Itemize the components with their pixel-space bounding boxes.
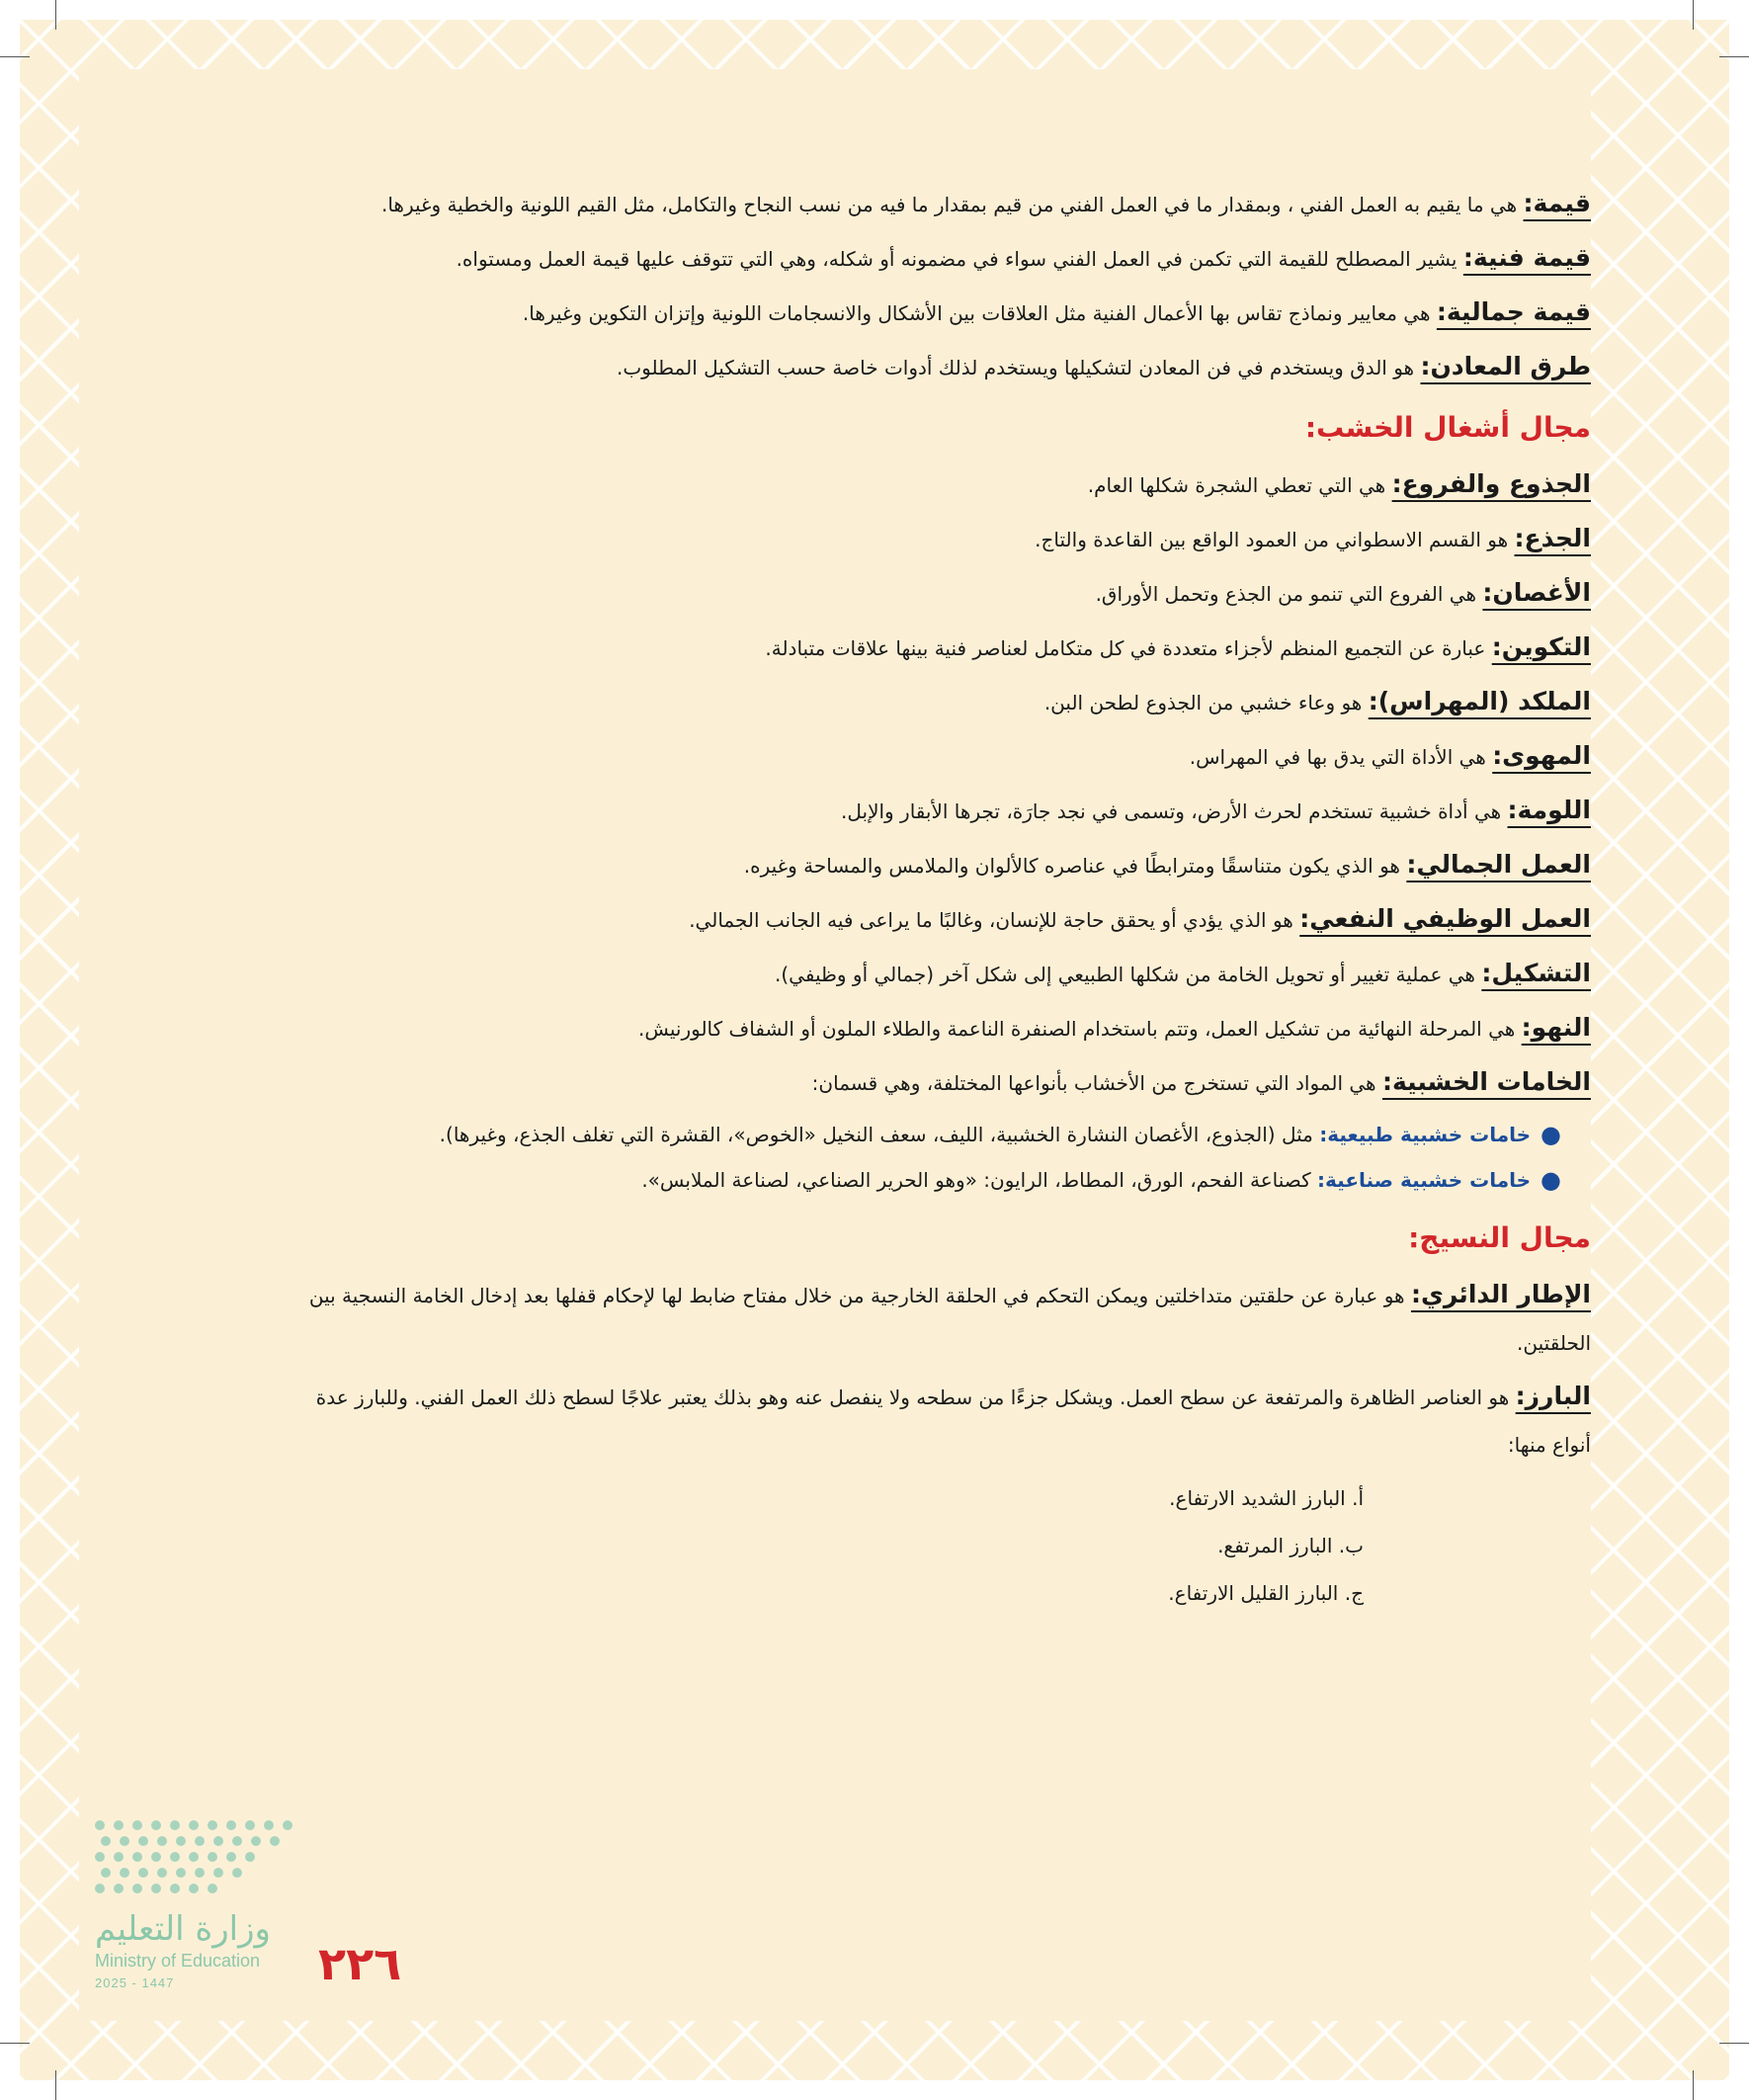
logo-dot — [176, 1868, 186, 1878]
logo-dot — [157, 1836, 167, 1846]
glossary-definition: هو الذي يؤدي أو يحقق حاجة للإنسان، وغالبًا ما يراعى فيه الجانب الجمالي. — [689, 908, 1293, 932]
logo-dot — [208, 1852, 217, 1862]
bullet-term: خامات خشبية طبيعية: — [1319, 1123, 1532, 1146]
glossary-term: العمل الوظيفي النفعي: — [1299, 904, 1591, 933]
glossary-term: قيمة فنية: — [1462, 243, 1591, 272]
logo-dot — [120, 1868, 129, 1878]
glossary-content — [306, 180, 1591, 1617]
bullet-item — [306, 1158, 1561, 1202]
crop-mark — [1693, 0, 1694, 30]
logo-dot — [132, 1884, 142, 1893]
logo-dot — [101, 1868, 111, 1878]
glossary-definition: هي الفروع التي تنمو من الجذع وتحمل الأوراق. — [1095, 582, 1477, 606]
logo-dots-icon — [95, 1820, 312, 1903]
glossary-entry — [306, 1373, 1591, 1469]
glossary-entry — [306, 569, 1591, 618]
logo-dot — [251, 1836, 261, 1846]
logo-dot — [138, 1836, 148, 1846]
logo-dot — [264, 1820, 274, 1830]
glossary-term: اللومة: — [1507, 796, 1591, 824]
logo-dot — [95, 1852, 105, 1862]
bullet-definition: كصناعة الفحم، الورق، المطاط، الرايون: «وهو الحرير الصناعي، لصناعة الملابس». — [641, 1168, 1311, 1192]
logo-dot — [132, 1852, 142, 1862]
logo-dot — [270, 1836, 280, 1846]
crop-mark — [1719, 2043, 1749, 2044]
glossary-definition: هي عملية تغيير أو تحويل الخامة من شكلها الطبيعي إلى شكل آخر (جمالي أو وظيفي). — [775, 963, 1475, 986]
glossary-term: التكوين: — [1491, 632, 1591, 661]
logo-dot — [226, 1852, 236, 1862]
relief-type-item: ب. البارز المرتفع. — [1217, 1534, 1364, 1557]
crop-mark — [0, 2043, 30, 2044]
bullet-definition: مثل (الجذوع، الأغصان النشارة الخشبية، الليف، سعف النخيل «الخوص»، القشرة التي تغلف الجذع، وغيرها). — [439, 1123, 1313, 1146]
logo-dot — [170, 1852, 180, 1862]
glossary-definition: هي ما يقيم به العمل الفني ، وبمقدار ما في العمل الفني من قيم بمقدار ما فيه من نسب النجاح والتكامل، مثل القيم اللونية والخطية وغيرها. — [380, 193, 1518, 216]
bullet-text — [440, 1113, 1531, 1156]
crop-mark — [55, 2070, 56, 2100]
crop-mark — [1693, 2070, 1694, 2100]
glossary-term: التشكيل: — [1481, 959, 1591, 987]
glossary-definition: هي أداة خشبية تستخدم لحرث الأرض، وتسمى في نجد جارَة، تجرها الأبقار والإبل. — [841, 799, 1502, 823]
glossary-term: الجذع: — [1514, 524, 1591, 552]
glossary-entry — [306, 1058, 1591, 1107]
glossary-term: الأغصان: — [1482, 578, 1591, 607]
logo-dot — [208, 1820, 217, 1830]
logo-dot — [95, 1820, 105, 1830]
section-heading-wood: مجال أشغال الخشب: — [1304, 411, 1591, 444]
glossary-entry — [306, 787, 1591, 835]
bullet-dot-icon: ● — [1541, 1166, 1561, 1194]
logo-dot — [232, 1836, 242, 1846]
logo-arabic-text: وزارة التعليم — [95, 1909, 271, 1949]
logo-dot — [189, 1852, 199, 1862]
logo-dot — [114, 1852, 124, 1862]
logo-dot — [189, 1820, 199, 1830]
crop-mark — [0, 56, 30, 57]
glossary-section-values — [306, 180, 1591, 391]
glossary-entry — [306, 343, 1591, 391]
ministry-logo — [95, 1820, 312, 1990]
bullet-term: خامات خشبية صناعية: — [1317, 1168, 1532, 1192]
logo-dot — [170, 1884, 180, 1893]
glossary-definition: هي المواد التي تستخرج من الأخشاب بأنواعها المختلفة، وهي قسمان: — [811, 1071, 1376, 1095]
logo-year-text: 2025 - 1447 — [95, 1975, 175, 1990]
glossary-definition: هي التي تعطي الشجرة شكلها العام. — [1087, 473, 1386, 497]
glossary-entry — [306, 1004, 1591, 1052]
crop-mark — [1719, 56, 1749, 57]
glossary-definition: هو العناصر الظاهرة والمرتفعة عن سطح العمل. ويشكل جزءًا من سطحه ولا ينفصل عنه وهو بذلك يعتبر علاجًا لسطح ذلك العمل الفني. وللبارز عدة أنواع منها: — [315, 1386, 1591, 1457]
logo-dot — [213, 1836, 223, 1846]
logo-dot — [114, 1884, 124, 1893]
page-number: ٢٢٦ — [318, 1937, 402, 1990]
glossary-section-wood — [306, 461, 1591, 1107]
logo-dot — [120, 1836, 129, 1846]
logo-dot — [226, 1820, 236, 1830]
wood-materials-list — [306, 1113, 1591, 1202]
glossary-entry — [306, 624, 1591, 672]
glossary-entry — [306, 841, 1591, 889]
glossary-term: قيمة: — [1523, 189, 1591, 217]
logo-dot — [170, 1820, 180, 1830]
glossary-entry — [306, 732, 1591, 781]
glossary-definition: هي الأداة التي يدق بها في المهراس. — [1189, 745, 1486, 769]
glossary-section-weaving — [306, 1271, 1591, 1469]
glossary-entry — [306, 678, 1591, 726]
logo-dot — [151, 1820, 161, 1830]
logo-dot — [213, 1868, 223, 1878]
glossary-entry — [306, 1271, 1591, 1367]
glossary-term: البارز: — [1515, 1382, 1591, 1410]
glossary-definition: هو القسم الاسطواني من العمود الواقع بين القاعدة والتاج. — [1035, 528, 1509, 551]
glossary-definition: هو وعاء خشبي من الجذوع لطحن البن. — [1043, 691, 1363, 714]
logo-dot — [245, 1852, 255, 1862]
glossary-definition: يشير المصطلح للقيمة التي تكمن في العمل الفني سواء في مضمونه أو شكله، وهي التي تتوقف عليها قيمة العمل ومستواه. — [456, 247, 1458, 271]
logo-dot — [176, 1836, 186, 1846]
logo-dot — [232, 1868, 242, 1878]
relief-type-item: أ. البارز الشديد الارتفاع. — [1169, 1486, 1364, 1510]
logo-dot — [151, 1852, 161, 1862]
glossary-definition: هي معايير ونماذج تقاس بها الأعمال الفنية مثل العلاقات بين الأشكال والانسجامات اللونية وإتزان التكوين وغيرها. — [522, 301, 1431, 325]
section-heading-weaving: مجال النسيج: — [1408, 1221, 1591, 1254]
logo-dot — [138, 1868, 148, 1878]
glossary-term: الملكد (المهراس): — [1368, 687, 1591, 715]
glossary-term: الإطار الدائري: — [1410, 1280, 1591, 1308]
relief-type-item: ج. البارز القليل الارتفاع. — [1168, 1581, 1364, 1605]
logo-dot — [208, 1884, 217, 1893]
glossary-definition: هو عبارة عن حلقتين متداخلتين ويمكن التحكم في الحلقة الخارجية من خلال مفتاح ضابط لها لإحكام قفلها بعد إدخال الخامة النسجية بين الحلقتين. — [308, 1284, 1591, 1355]
glossary-term: قيمة جمالية: — [1436, 297, 1591, 326]
logo-dot — [195, 1868, 205, 1878]
glossary-definition: هي المرحلة النهائية من تشكيل العمل، وتتم باستخدام الصنفرة الناعمة والطلاء الملون أو الشفاف كالورنيش. — [638, 1017, 1516, 1041]
logo-dot — [101, 1836, 111, 1846]
glossary-definition: هو الذي يكون متناسقًا ومترابطًا في عناصره كالألوان والملامس والمساحة وغيره. — [743, 854, 1400, 878]
glossary-entry — [306, 895, 1591, 944]
bullet-dot-icon: ● — [1541, 1121, 1561, 1148]
glossary-entry — [306, 461, 1591, 509]
logo-dot — [283, 1820, 292, 1830]
glossary-entry — [306, 950, 1591, 998]
logo-dot — [95, 1884, 105, 1893]
glossary-term: المهوى: — [1492, 741, 1591, 770]
glossary-entry — [306, 289, 1591, 337]
logo-dot — [132, 1820, 142, 1830]
glossary-term: النهو: — [1521, 1013, 1591, 1042]
glossary-definition: هو الدق ويستخدم في فن المعادن لتشكيلها ويستخدم لذلك أدوات خاصة حسب التشكيل المطلوب. — [617, 356, 1415, 379]
glossary-term: العمل الجمالي: — [1406, 850, 1591, 879]
logo-dot — [157, 1868, 167, 1878]
glossary-term: الخامات الخشبية: — [1381, 1067, 1591, 1096]
glossary-entry — [306, 234, 1591, 283]
glossary-term: الجذوع والفروع: — [1391, 469, 1591, 498]
logo-english-text: Ministry of Education — [95, 1951, 261, 1971]
crop-mark — [55, 0, 56, 30]
logo-dot — [114, 1820, 124, 1830]
logo-dot — [189, 1884, 199, 1893]
logo-dot — [195, 1836, 205, 1846]
glossary-entry — [306, 515, 1591, 563]
logo-dot — [151, 1884, 161, 1893]
glossary-term: طرق المعادن: — [1420, 352, 1591, 380]
bullet-text — [641, 1158, 1531, 1202]
logo-dot — [245, 1820, 255, 1830]
bullet-item — [306, 1113, 1561, 1156]
relief-types-list — [306, 1474, 1591, 1617]
glossary-definition: عبارة عن التجميع المنظم لأجزاء متعددة في كل متكامل لعناصر فنية بينها علاقات متبادلة. — [765, 636, 1486, 660]
glossary-entry — [306, 180, 1591, 228]
